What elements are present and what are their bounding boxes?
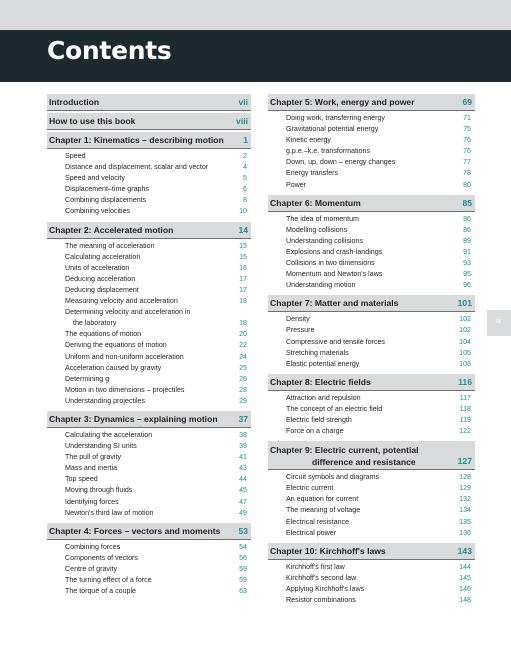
toc-entry-page: 95 (463, 270, 471, 279)
toc-entry[interactable] (47, 542, 251, 553)
toc-entry[interactable] (268, 483, 475, 494)
toc-entry[interactable] (47, 441, 251, 452)
chapter-page-number: 14 (238, 224, 248, 235)
toc-entry[interactable] (47, 307, 251, 318)
toc-entry-label: Power (286, 180, 307, 189)
toc-entry[interactable] (47, 274, 251, 285)
toc-entry[interactable] (268, 258, 475, 269)
page-number: iii (496, 318, 501, 325)
toc-entry[interactable] (47, 374, 251, 385)
chapter-page-number: 127 (457, 456, 472, 467)
toc-entry[interactable] (268, 113, 475, 124)
title-banner (0, 30, 511, 82)
toc-entry-label: Gravitational potential energy (286, 125, 379, 134)
chapter-title: Chapter 7: Matter and materials (270, 298, 399, 309)
toc-entry-label: Top speed (65, 475, 98, 484)
toc-entry[interactable] (268, 168, 475, 179)
chapter-page-number: viii (236, 116, 248, 126)
chapter-title: Chapter 6: Momentum (270, 197, 361, 208)
toc-entry-page: 96 (463, 281, 471, 290)
toc-entry-label: Force on a charge (286, 427, 344, 436)
chapter-page-number: 116 (458, 376, 472, 387)
toc-entry-page: 89 (463, 236, 471, 245)
toc-entry[interactable] (47, 162, 251, 173)
top-bar (0, 0, 511, 30)
toc-entry-label: Displacement–time graphs (65, 185, 149, 194)
toc-entry-label: Identifying forces (65, 497, 119, 506)
toc-entry-label: Acceleration caused by gravity (65, 363, 162, 372)
toc-entry-page: 17 (239, 285, 247, 294)
toc-entry-page: 93 (463, 259, 471, 268)
chapter-title: Chapter 2: Accelerated motion (49, 224, 174, 235)
toc-entry-label: Electrical resistance (286, 517, 350, 526)
toc-entry[interactable] (268, 415, 475, 426)
chapter-heading[interactable] (268, 374, 475, 391)
toc-entry[interactable] (47, 430, 251, 441)
toc-entry-label: Speed (65, 152, 86, 160)
toc-entry[interactable] (47, 508, 251, 519)
toc-entry[interactable] (47, 564, 251, 575)
chapter-title: Chapter 9: Electric current, potential (270, 445, 419, 456)
chapter-title: Chapter 3: Dynamics – explaining motion (49, 413, 218, 424)
toc-entry-page: 134 (459, 506, 471, 515)
toc-entry[interactable] (47, 485, 251, 496)
toc-entry-label: Moving through fluids (65, 486, 133, 495)
toc-entry-label: The meaning of acceleration (65, 241, 155, 250)
chapter-heading[interactable] (47, 411, 251, 428)
toc-entry-label: The turning effect of a force (65, 576, 152, 584)
toc-entry-label: Electric field strength (286, 415, 352, 424)
toc-entry-page: 20 (239, 330, 247, 339)
toc-entry-page: 54 (239, 542, 247, 551)
toc-entry-label: Combining forces (65, 542, 121, 551)
toc-entry-page: 63 (239, 587, 247, 596)
toc-entry[interactable] (268, 124, 475, 135)
section-list (268, 472, 475, 539)
toc-entry[interactable] (268, 528, 475, 539)
chapter-heading[interactable] (268, 195, 475, 212)
section-list (268, 562, 475, 606)
toc-entry-page: 102 (459, 326, 471, 335)
toc-entry-page: 43 (239, 464, 247, 473)
toc-entry-label: Deducing acceleration (65, 274, 136, 283)
toc-entry[interactable] (47, 553, 251, 564)
toc-entry-page: 56 (239, 553, 247, 562)
toc-entry[interactable] (268, 517, 475, 528)
toc-entry[interactable] (268, 280, 475, 291)
toc-entry[interactable] (47, 340, 251, 351)
toc-entry-page: 29 (239, 396, 247, 405)
toc-entry-label: Density (286, 315, 310, 324)
page-title: Contents (47, 36, 172, 65)
toc-entry-label: Combining displacements (65, 196, 147, 205)
toc-entry-page: 102 (459, 315, 471, 324)
toc-entry[interactable] (47, 241, 251, 252)
chapter-title: Introduction (49, 97, 100, 107)
chapter-page-number: 69 (462, 97, 472, 107)
chapter-title: Chapter 10: Kirchhoff's laws (270, 545, 386, 556)
toc-entry-label: The torque of a couple (65, 587, 136, 596)
toc-entry[interactable] (268, 325, 475, 336)
toc-entry-label: Understanding collisions (286, 236, 363, 245)
toc-entry-page: 15 (239, 241, 247, 250)
toc-entry[interactable] (268, 595, 475, 606)
chapter-title: Chapter 8: Electric fields (270, 376, 371, 387)
toc-entry-label: The meaning of voltage (286, 506, 361, 515)
toc-entry-page: 80 (463, 180, 471, 189)
toc-entry-page: 6 (243, 185, 247, 194)
toc-entry[interactable] (268, 157, 475, 168)
toc-entry-page: 117 (459, 393, 471, 402)
toc-entry-label: Elastic potential energy (286, 359, 360, 368)
toc-entry-label: Resistor combinations (286, 596, 356, 604)
section-list (268, 113, 475, 191)
toc-entry[interactable] (268, 505, 475, 516)
toc-entry-label: Deriving the equations of motion (65, 341, 167, 350)
toc-entry-page: 135 (459, 517, 471, 526)
toc-entry-label: Speed and velocity (65, 174, 125, 183)
toc-entry[interactable] (47, 195, 251, 206)
toc-entry-page: 18 (239, 297, 247, 306)
chapter-heading[interactable] (268, 441, 475, 470)
toc-entry[interactable] (47, 352, 251, 363)
toc-entry[interactable] (268, 225, 475, 236)
toc-entry[interactable] (268, 562, 475, 573)
chapter-heading[interactable] (268, 543, 475, 560)
toc-entry-page: 77 (463, 158, 471, 167)
chapter-heading[interactable] (268, 295, 475, 312)
toc-entry-label: Measuring velocity and acceleration (65, 297, 178, 306)
toc-entry-page: 118 (459, 404, 471, 413)
toc-entry[interactable] (47, 575, 251, 586)
toc-entry-page: 18 (239, 319, 247, 328)
toc-entry-page: 119 (459, 415, 471, 424)
toc-entry[interactable] (268, 348, 475, 359)
chapter-page-number: 101 (457, 298, 472, 309)
chapter-page-number: 85 (462, 197, 472, 208)
toc-entry-page: 132 (459, 495, 471, 504)
toc-entry-page: 16 (239, 263, 247, 272)
toc-entry[interactable] (47, 452, 251, 463)
toc-entry-page: 91 (463, 247, 471, 256)
toc-entry-page: 105 (459, 348, 471, 357)
toc-entry-label: Explosions and crash-landings (286, 247, 383, 256)
toc-entry-label: Uniform and non-uniform acceleration (65, 352, 184, 361)
toc-entry-label: Calculating acceleration (65, 252, 141, 261)
section-list (47, 430, 251, 519)
toc-entry-label: Centre of gravity (65, 564, 118, 573)
toc-entry-page: 38 (239, 430, 247, 439)
toc-entry-page: 4 (243, 163, 247, 172)
toc-entry-page: 25 (239, 363, 247, 372)
toc-entry-label: Units of acceleration (65, 263, 130, 272)
toc-entry-page: 108 (459, 359, 471, 368)
toc-entry[interactable] (47, 252, 251, 263)
toc-entry-page: 8 (243, 196, 247, 205)
toc-entry-page: 76 (463, 147, 471, 156)
toc-entry[interactable] (47, 586, 251, 597)
toc-entry-page: 10 (239, 207, 247, 216)
toc-entry-page: 17 (239, 274, 247, 283)
chapter-title: Chapter 1: Kinematics – describing motion (49, 135, 224, 145)
toc-entry-label: Attraction and repulsion (286, 393, 361, 402)
toc-entry-label: Combining velocities (65, 207, 131, 216)
toc-entry[interactable] (268, 247, 475, 258)
section-list (47, 151, 251, 218)
toc-entry-page: 86 (463, 214, 471, 223)
toc-entry[interactable] (268, 426, 475, 437)
chapter-heading[interactable] (47, 113, 251, 130)
toc-entry-page: 5 (243, 174, 247, 183)
toc-entry[interactable] (268, 494, 475, 505)
chapter-title: How to use this book (49, 116, 136, 126)
toc-entry-page: 75 (463, 125, 471, 134)
toc-entry-label: Compressive and tensile forces (286, 337, 385, 346)
section-list (268, 314, 475, 369)
toc-entry-page: 86 (463, 225, 471, 234)
toc-entry[interactable] (268, 337, 475, 348)
toc-entry[interactable] (268, 236, 475, 247)
chapter-page-number: 37 (238, 413, 248, 424)
section-list (268, 393, 475, 437)
toc-entry-label: The idea of momentum (286, 214, 359, 223)
toc-entry-label: the laboratory (73, 319, 117, 328)
toc-entry[interactable] (47, 329, 251, 340)
chapter-heading[interactable] (47, 523, 251, 540)
section-list (268, 214, 475, 292)
toc-entry-label: An equation for current (286, 495, 359, 504)
toc-entry-page: 71 (463, 114, 471, 122)
toc-entry[interactable] (47, 296, 251, 307)
chapter-heading[interactable] (47, 94, 251, 111)
toc-entry-label: Components of vectors (65, 553, 138, 562)
toc-entry-page: 136 (459, 528, 471, 537)
toc-entry-label: Determining g (65, 374, 110, 383)
toc-entry[interactable] (47, 184, 251, 195)
chapter-heading[interactable] (47, 222, 251, 239)
toc-entry[interactable] (47, 463, 251, 474)
toc-entry[interactable] (268, 269, 475, 280)
toc-entry[interactable] (268, 214, 475, 225)
toc-entry-page: 146 (459, 584, 471, 593)
toc-entry[interactable] (47, 318, 251, 329)
toc-entry[interactable] (268, 359, 475, 370)
toc-entry-label: Understanding SI units (65, 442, 137, 451)
toc-entry[interactable] (47, 396, 251, 407)
toc-entry-label: Newton's third law of motion (65, 508, 154, 517)
toc-entry-label: Applying Kirchhoff's laws (286, 584, 365, 593)
toc-entry-label: Kirchhoff's second law (286, 573, 357, 582)
toc-entry-page: 2 (243, 152, 247, 160)
toc-entry-label: Electrical power (286, 528, 337, 537)
toc-entry-label: The concept of an electric field (286, 404, 383, 413)
toc-entry[interactable] (268, 146, 475, 157)
contents-left-column (47, 94, 251, 601)
toc-entry-label: Calculating the acceleration (65, 430, 153, 439)
toc-entry-page: 145 (459, 573, 471, 582)
toc-entry[interactable] (47, 363, 251, 374)
toc-entry[interactable] (47, 285, 251, 296)
toc-entry-page: 45 (239, 486, 247, 495)
toc-entry-page: 129 (459, 484, 471, 493)
toc-entry-page: 26 (239, 374, 247, 383)
toc-entry-label: Energy transfers (286, 169, 339, 178)
toc-entry-page: 148 (459, 596, 471, 604)
page-number-tab (487, 310, 511, 336)
chapter-heading[interactable] (268, 94, 475, 111)
toc-entry-label: The pull of gravity (65, 453, 121, 462)
chapter-page-number: 53 (238, 525, 248, 536)
toc-entry-page: 49 (239, 508, 247, 517)
toc-entry-label: Circuit symbols and diagrams (286, 473, 380, 482)
chapter-page-number: 1 (243, 135, 248, 145)
toc-entry-page: 28 (239, 385, 247, 394)
toc-entry-page: 76 (463, 136, 471, 145)
toc-entry-label: Distance and displacement, scalar and vector (65, 163, 209, 172)
toc-entry-label: Understanding projectiles (65, 396, 146, 405)
toc-entry-page: 22 (239, 341, 247, 350)
toc-entry[interactable] (268, 584, 475, 595)
toc-entry[interactable] (47, 206, 251, 217)
toc-entry[interactable] (268, 472, 475, 483)
toc-entry-label: Stretching materials (286, 348, 349, 357)
toc-entry-label: Understanding motion (286, 281, 356, 290)
toc-entry[interactable] (268, 573, 475, 584)
toc-entry-label: Doing work, transferring energy (286, 114, 385, 122)
toc-entry-label: Momentum and Newton's laws (286, 270, 383, 279)
toc-entry-page: 47 (239, 497, 247, 506)
chapter-title-line2: difference and resistance (312, 457, 416, 468)
toc-entry-page: 78 (463, 169, 471, 178)
toc-entry-label: Modelling collisions (286, 225, 348, 234)
toc-entry-label: Kinetic energy (286, 136, 331, 145)
toc-entry-page: 59 (239, 576, 247, 584)
toc-entry-label: Deducing displacement (65, 285, 139, 294)
toc-entry-page: 39 (239, 442, 247, 451)
toc-entry-page: 104 (459, 337, 471, 346)
toc-entry[interactable] (268, 180, 475, 191)
toc-entry-label: Pressure (286, 326, 315, 335)
toc-entry-page: 15 (239, 252, 247, 261)
toc-entry[interactable] (268, 314, 475, 325)
toc-entry[interactable] (47, 263, 251, 274)
toc-entry[interactable] (47, 474, 251, 485)
toc-entry-label: Kirchhoff's first law (286, 562, 345, 571)
chapter-page-number: 143 (457, 545, 472, 556)
contents-right-column (268, 94, 475, 610)
toc-entry-page: 128 (459, 473, 471, 482)
chapter-heading[interactable] (47, 132, 251, 149)
toc-entry[interactable] (47, 497, 251, 508)
toc-entry-label: The equations of motion (65, 330, 142, 339)
toc-entry-label: Electric current (286, 484, 334, 493)
toc-entry-page: 59 (239, 564, 247, 573)
section-list (47, 542, 251, 597)
toc-entry-label: Collisions in two dimensions (286, 259, 375, 268)
chapter-page-number: vii (238, 97, 248, 107)
toc-entry-page: 144 (459, 562, 471, 571)
toc-entry-label: Determining velocity and acceleration in (65, 308, 191, 317)
toc-entry-label: Motion in two dimensions – projectiles (65, 385, 185, 394)
chapter-title: Chapter 5: Work, energy and power (270, 97, 415, 107)
toc-entry-page: 41 (239, 453, 247, 462)
toc-entry-page: 24 (239, 352, 247, 361)
toc-entry-label: Mass and inertia (65, 464, 118, 473)
toc-entry[interactable] (47, 385, 251, 396)
toc-entry[interactable] (47, 173, 251, 184)
section-list (47, 241, 251, 407)
toc-entry-page: 122 (459, 427, 471, 436)
toc-entry[interactable] (268, 135, 475, 146)
toc-entry[interactable] (47, 151, 251, 162)
toc-entry-page: 44 (239, 475, 247, 484)
toc-entry-label: g.p.e.–k.e. transformations (286, 147, 370, 156)
toc-entry[interactable] (268, 404, 475, 415)
chapter-title: Chapter 4: Forces – vectors and moments (49, 525, 221, 536)
toc-entry[interactable] (268, 393, 475, 404)
toc-entry-label: Down, up, down – energy changes (286, 158, 396, 167)
